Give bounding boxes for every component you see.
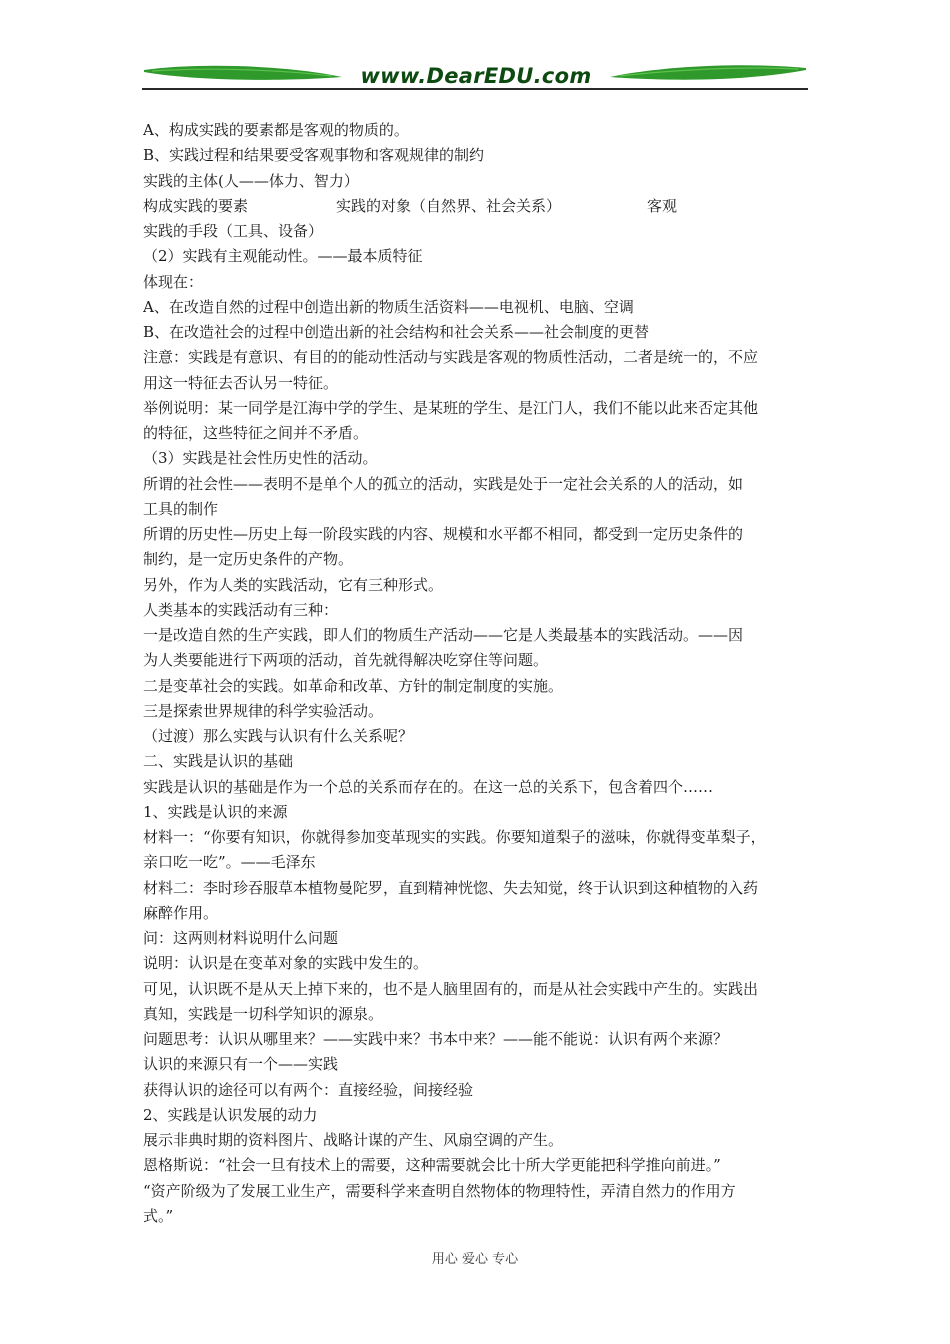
- header-rule: [142, 88, 808, 90]
- subsection-heading: 2、实践是认识发展的动力: [143, 1105, 318, 1124]
- text-line: 获得认识的途径可以有两个：直接经验，间接经验: [143, 1080, 474, 1099]
- text-line: “资产阶级为了发展工业生产，需要科学来查明自然物体的物理特性，弄清自然力的作用方: [143, 1181, 736, 1200]
- text-line: 真知，实践是一切科学知识的源泉。: [143, 1004, 384, 1023]
- subsection-heading: 1、实践是认识的来源: [143, 802, 288, 821]
- document-body: [143, 118, 815, 1229]
- text-line: 实践是认识的基础是作为一个总的关系而存在的。在这一总的关系下，包含着四个……: [143, 777, 714, 796]
- practice-elements-row: [143, 194, 815, 219]
- text-line: 实践的手段（工具、设备）: [143, 222, 324, 240]
- text-line: 式。”: [143, 1206, 174, 1225]
- section-heading: 二、实践是认识的基础: [143, 752, 294, 771]
- text-line: 的特征，这些特征之间并不矛盾。: [143, 424, 369, 442]
- text-line: 展示非典时期的资料图片、战略计谋的产生、风扇空调的产生。: [143, 1131, 564, 1149]
- text-line: 材料二：李时珍吞服草本植物曼陀罗，直到精神恍惚、失去知觉，终于认识到这种植物的入药: [143, 878, 759, 897]
- text-line: 为人类要能进行下两项的活动，首先就得解决吃穿住等问题。: [143, 651, 549, 670]
- text-line: 三是探索世界规律的科学实验活动。: [143, 701, 384, 720]
- text-line: 问：这两则材料说明什么问题: [143, 929, 339, 947]
- text-line: 所谓的社会性——表明不是单个人的孤立的活动，实践是处于一定社会关系的人的活动，如: [143, 474, 744, 493]
- page-footer: 用心 爱心 专心: [431, 1252, 519, 1267]
- site-header: [142, 58, 808, 98]
- text-line: B、实践过程和结果要受客观事物和客观规律的制约: [143, 146, 485, 165]
- elements-label: 构成实践的要素: [143, 196, 249, 215]
- text-line: （2）实践有主观能动性。——最本质特征: [143, 247, 423, 266]
- text-line: 麻醉作用。: [143, 903, 219, 922]
- text-line: 工具的制作: [143, 499, 219, 518]
- text-line: 注意：实践是有意识、有目的的能动性活动与实践是客观的物质性活动，二者是统一的，不应: [143, 348, 759, 367]
- text-line: 材料一：“你要有知识，你就得参加变革现实的实践。你要知道梨子的滋味，你就得变革梨子，: [143, 828, 766, 846]
- text-line: 一是改造自然的生产实践，即人们的物质生产活动——它是人类最基本的实践活动。——因: [143, 626, 744, 644]
- text-line: B、在改造社会的过程中创造出新的社会结构和社会关系——社会制度的更替: [143, 323, 650, 341]
- text-line: 人类基本的实践活动有三种：: [143, 600, 339, 619]
- text-line: 另外，作为人类的实践活动，它有三种形式。: [143, 575, 444, 594]
- text-line: A、在改造自然的过程中创造出新的物质生活资料——电视机、电脑、空调: [143, 297, 634, 316]
- text-line: 所谓的历史性—历史上每一阶段实践的内容、规模和水平都不相同，都受到一定历史条件的: [143, 525, 744, 543]
- text-line: 实践的主体(人——体力、智力）: [143, 171, 359, 190]
- text-line: 可见，认识既不是从天上掉下来的，也不是人脑里固有的，而是从社会实践中产生的。实践出: [143, 979, 759, 998]
- text-line: 亲口吃一吃”。——毛泽东: [143, 853, 316, 872]
- objective-label: 客观: [647, 196, 678, 215]
- practice-object-label: 实践的对象（自然界、社会关系）: [336, 196, 562, 215]
- text-line: 说明：认识是在变革对象的实践中发生的。: [143, 954, 429, 973]
- text-line: 制约，是一定历史条件的产物。: [143, 550, 354, 569]
- text-line: 认识的来源只有一个——实践: [143, 1055, 339, 1074]
- text-line: （3）实践是社会性历史性的活动。: [143, 449, 378, 468]
- site-logo-text[interactable]: www.DearEDU.com: [360, 64, 592, 88]
- text-line: 问题思考：认识从哪里来？——实践中来？书本中来？——能不能说：认识有两个来源？: [143, 1030, 729, 1048]
- text-line: （过渡）那么实践与认识有什么关系呢？: [143, 727, 414, 745]
- text-line: A、构成实践的要素都是客观的物质的。: [143, 121, 409, 139]
- text-line: 举例说明：某一同学是江海中学的学生、是某班的学生、是江门人，我们不能以此来否定其他: [143, 398, 759, 417]
- text-line: 二是变革社会的实践。如革命和改革、方针的制定制度的实施。: [143, 676, 564, 695]
- text-line: 恩格斯说：“社会一旦有技术上的需要，这种需要就会比十所大学更能把科学推向前进。”: [143, 1156, 721, 1175]
- text-line: 用这一特征去否认另一特征。: [143, 373, 339, 392]
- text-line: 体现在：: [143, 272, 204, 291]
